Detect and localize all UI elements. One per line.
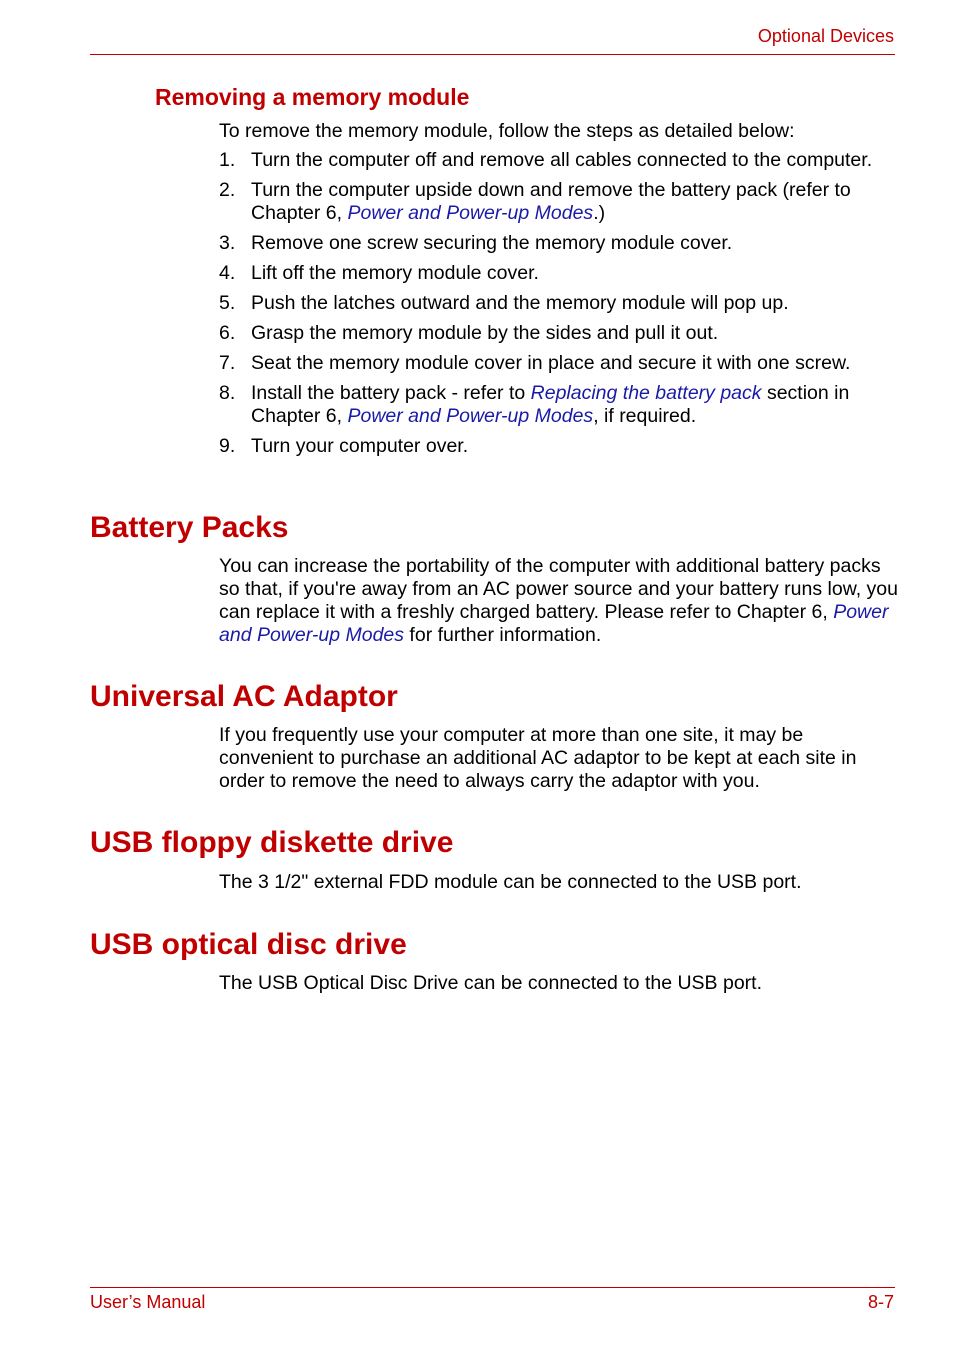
adaptor-paragraph: If you frequently use your computer at more than one site, it may be convenient to purchase an additional AC adaptor to be kept at each site in order to remove the need to always carry the adaptor with you.	[219, 724, 857, 792]
step-item	[219, 352, 899, 375]
step-text-end: .)	[593, 202, 606, 224]
battery-packs-paragraph	[219, 555, 899, 647]
power-modes-link[interactable]: Power and Power-up Modes	[347, 405, 594, 427]
removing-memory-heading: Removing a memory module	[155, 84, 470, 110]
optical-paragraph: The USB Optical Disc Drive can be connected to the USB port.	[219, 972, 763, 994]
step-number: 5.	[219, 292, 236, 314]
removal-steps-list	[219, 149, 899, 465]
step-text: Seat the memory module cover in place and secure it with one screw.	[251, 352, 851, 374]
usb-floppy-heading: USB floppy diskette drive	[90, 826, 454, 859]
battery-text: You can increase the portability of the computer with additional battery packs so that, if you're away from an AC power source and your battery runs low, you can replace it with a freshly charged battery. Please refer to Chapter 6,	[219, 555, 898, 623]
floppy-paragraph: The 3 1/2" external FDD module can be connected to the USB port.	[219, 871, 802, 893]
step-text: Remove one screw securing the memory module cover.	[251, 232, 733, 254]
power-modes-link[interactable]: Power and Power-up Modes	[347, 202, 594, 224]
step-item	[219, 262, 899, 285]
step-item	[219, 149, 899, 172]
step-number: 9.	[219, 435, 236, 457]
usb-optical-heading: USB optical disc drive	[90, 928, 407, 961]
step-text-mid: section in Chapter 6,	[251, 382, 850, 427]
battery-text-end: for further information.	[404, 624, 602, 646]
step-item	[219, 232, 899, 255]
step-number: 6.	[219, 322, 236, 344]
step-text: Turn the computer upside down and remove the battery pack (refer to Chapter 6,	[251, 179, 851, 224]
step-text: Install the battery pack - refer to	[251, 382, 531, 404]
battery-packs-heading: Battery Packs	[90, 511, 289, 544]
universal-ac-adaptor-heading: Universal AC Adaptor	[90, 680, 398, 713]
removing-intro: To remove the memory module, follow the steps as detailed below:	[219, 120, 795, 142]
header-rule	[90, 54, 895, 55]
step-item	[219, 292, 899, 315]
step-text: Turn your computer over.	[251, 435, 469, 457]
replacing-battery-link[interactable]: Replacing the battery pack	[530, 382, 762, 404]
step-text: Lift off the memory module cover.	[251, 262, 539, 284]
step-number: 3.	[219, 232, 236, 254]
footer-manual-title: User’s Manual	[90, 1292, 206, 1312]
step-number: 8.	[219, 382, 236, 404]
step-text: Turn the computer off and remove all cables connected to the computer.	[251, 149, 873, 171]
page-header-title: Optional Devices	[757, 26, 894, 46]
step-text-end: , if required.	[593, 405, 697, 427]
step-number: 2.	[219, 179, 236, 201]
step-number: 4.	[219, 262, 236, 284]
step-number: 1.	[219, 149, 236, 171]
step-item	[219, 322, 899, 345]
step-text: Grasp the memory module by the sides and pull it out.	[251, 322, 719, 344]
page-number: 8-7	[867, 1292, 894, 1312]
step-item	[219, 382, 899, 428]
step-text: Push the latches outward and the memory module will pop up.	[251, 292, 789, 314]
step-number: 7.	[219, 352, 236, 374]
step-item	[219, 179, 899, 225]
footer-rule	[90, 1287, 895, 1288]
power-modes-link[interactable]: Power and Power-up Modes	[219, 601, 889, 646]
step-item	[219, 435, 899, 458]
